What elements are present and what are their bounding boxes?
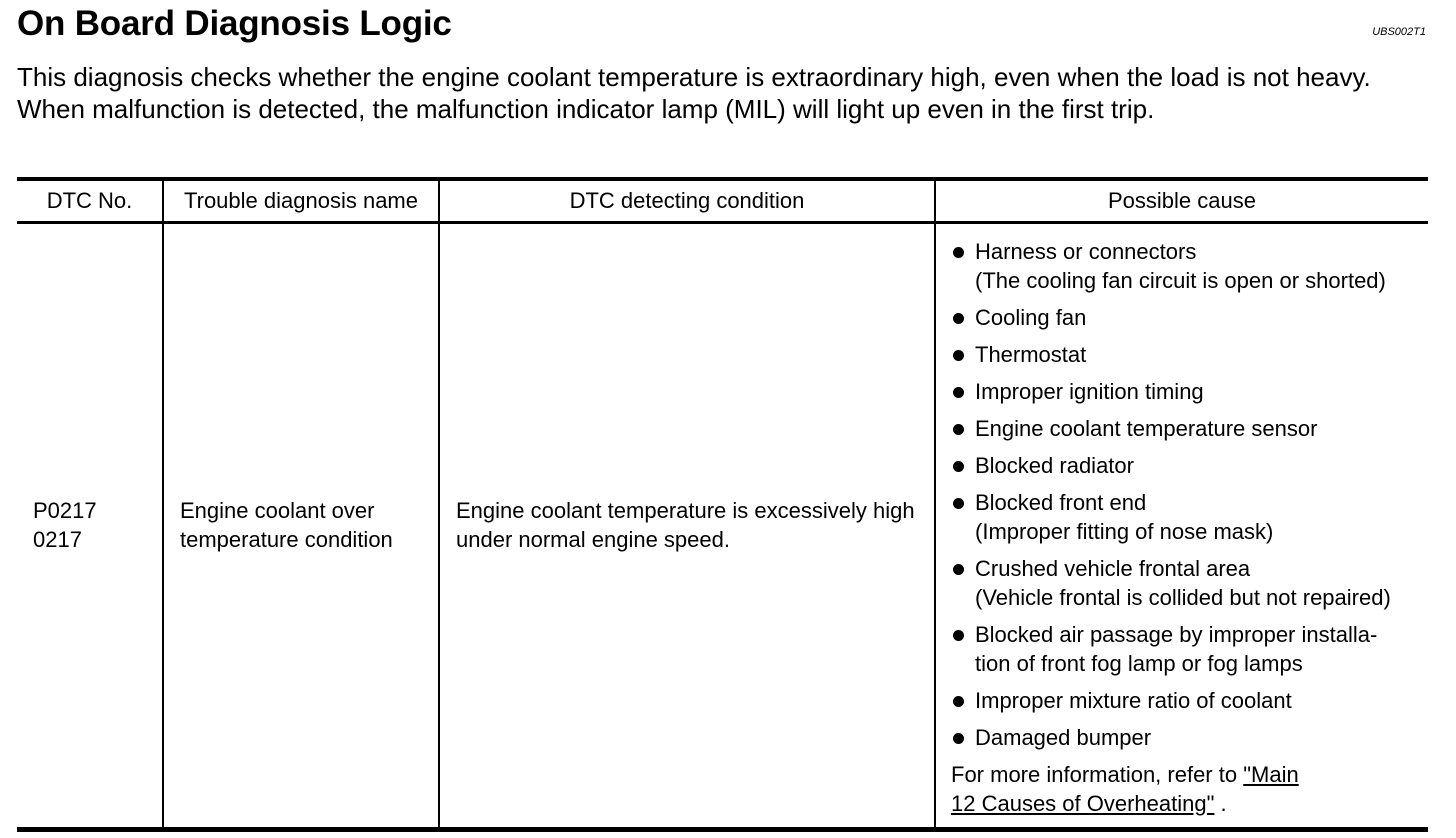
list-item: Blocked radiator xyxy=(951,451,1420,480)
dtc-cell xyxy=(17,222,163,829)
more-information-note xyxy=(951,760,1420,818)
list-item: Crushed vehicle frontal area (Vehicle frontal is collided but not repaired) xyxy=(951,554,1420,612)
bullet-icon xyxy=(953,696,964,707)
table-header-row xyxy=(17,179,1428,222)
list-item: Improper mixture ratio of coolant xyxy=(951,686,1420,715)
more-information-period: . xyxy=(1214,790,1227,816)
diagnosis-table xyxy=(17,177,1428,832)
trouble-diagnosis-name: Engine coolant over temperature condition xyxy=(163,222,439,829)
bullet-icon xyxy=(953,424,964,435)
dtc-code-obd: P0217 xyxy=(33,498,97,523)
overheating-causes-link[interactable]: "Main xyxy=(1243,761,1299,787)
possible-cause-cell xyxy=(935,222,1428,829)
bullet-icon xyxy=(953,461,964,472)
bullet-icon xyxy=(953,313,964,324)
list-item: Harness or connectors (The cooling fan circuit is open or shorted) xyxy=(951,237,1420,295)
header-possible-cause: Possible cause xyxy=(935,179,1428,222)
header-dtc-detecting-condition: DTC detecting condition xyxy=(439,179,935,222)
intro-paragraph-2: When malfunction is detected, the malfunction indicator lamp (MIL) will light up even in the first trip. xyxy=(17,94,1155,124)
bullet-icon xyxy=(953,564,964,575)
page-title: On Board Diagnosis Logic xyxy=(17,4,452,43)
more-information-text: For more information, refer to xyxy=(951,761,1244,787)
bullet-icon xyxy=(953,387,964,398)
dtc-detecting-condition: Engine coolant temperature is excessively high under normal engine speed. xyxy=(439,222,935,829)
list-item: Engine coolant temperature sensor xyxy=(951,414,1420,443)
list-item: Blocked front end (Improper fitting of nose mask) xyxy=(951,488,1420,546)
bullet-icon xyxy=(953,630,964,641)
table-row xyxy=(17,222,1428,829)
list-item: Cooling fan xyxy=(951,303,1420,332)
bullet-icon xyxy=(953,733,964,744)
header-trouble-diagnosis-name: Trouble diagnosis name xyxy=(163,179,439,222)
dtc-code-consult: 0217 xyxy=(33,527,82,552)
header-dtc-no: DTC No. xyxy=(17,179,163,222)
intro-paragraph-1: This diagnosis checks whether the engine coolant temperature is extraordinary high, even when the load is not heavy. xyxy=(17,62,1371,92)
possible-cause-list xyxy=(951,237,1420,752)
bullet-icon xyxy=(953,498,964,509)
list-item: Blocked air passage by improper installa- tion of front fog lamp or fog lamps xyxy=(951,620,1420,678)
list-item: Improper ignition timing xyxy=(951,377,1420,406)
bullet-icon xyxy=(953,247,964,258)
reference-code: UBS002T1 xyxy=(1372,26,1426,38)
overheating-causes-link-continued[interactable]: 12 Causes of Overheating" xyxy=(951,790,1215,816)
list-item: Damaged bumper xyxy=(951,723,1420,752)
list-item: Thermostat xyxy=(951,340,1420,369)
intro-text xyxy=(17,61,1423,125)
bullet-icon xyxy=(953,350,964,361)
